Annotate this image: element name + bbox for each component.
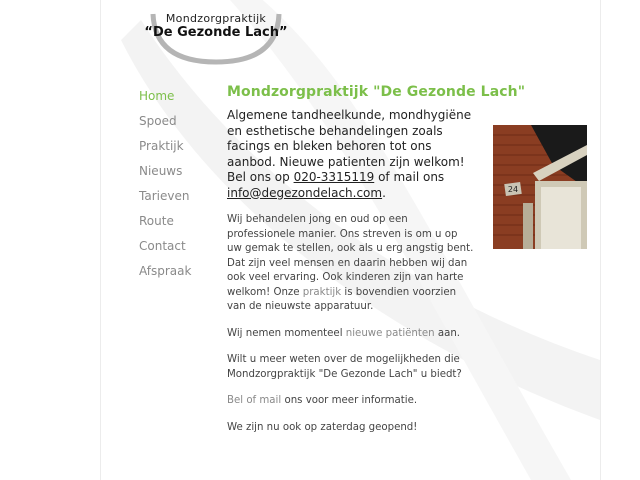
new-patients-end: aan. (434, 327, 461, 339)
paragraph-contact (227, 394, 475, 409)
praktijk-link[interactable]: praktijk (302, 286, 342, 298)
nav-item-spoed[interactable]: Spoed (139, 114, 177, 128)
logo-line-2: “De Gezonde Lach” (144, 25, 288, 40)
house-number: 24 (507, 185, 519, 194)
call-or-mail-link[interactable]: Bel of mail (227, 395, 282, 406)
nav-item-contact[interactable]: Contact (139, 239, 186, 253)
intro-end-text: . (382, 185, 386, 200)
intro-or-text: of mail ons (374, 170, 445, 184)
paragraph-treatment (227, 213, 475, 315)
paragraph-treatment-text: Wij behandelen jong en oud op een professionele manier. Ons streven is om u op uw gemak te stellen, ook als u erg angstig bent. Dat zijn veel mensen en daarin hebben wij dan ook veel ervaring. Ook kinderen zijn van harte welkom! Onze (227, 214, 474, 298)
page-container (100, 0, 601, 480)
email-link[interactable]: info@degezondelach.com (227, 185, 383, 200)
practice-photo (493, 125, 587, 249)
intro-text: Algemene tandheelkunde, mondhygiëne en esthetische behandelingen zoals facings en bleken behoren tot ons aanbod. Nieuwe patienten zijn welkom! Bel ons op (227, 108, 472, 184)
contact-end-text: ons voor meer informatie. (281, 395, 418, 406)
paragraph-more-info: Wilt u meer weten over de mogelijkheden die Mondzorgpraktijk "De Gezonde Lach" u biedt? (227, 354, 462, 380)
paragraph-new-patients (227, 327, 475, 342)
paragraph-treatment-end: is bovendien voorzien van de nieuwste apparatuur. (227, 286, 457, 312)
nav-item-praktijk[interactable]: Praktijk (139, 139, 184, 153)
main-nav (139, 86, 229, 286)
nav-item-nieuws[interactable]: Nieuws (139, 164, 183, 178)
new-patients-text: Wij nemen momenteel (227, 327, 346, 339)
site-logo[interactable] (141, 0, 291, 66)
new-patients-link[interactable]: nieuwe patiënten (345, 327, 435, 339)
paragraph-saturday: We zijn nu ook op zaterdag geopend! (227, 421, 418, 433)
nav-item-route[interactable]: Route (139, 214, 174, 228)
nav-item-home[interactable]: Home (139, 89, 175, 103)
page-title: Mondzorgpraktijk "De Gezonde Lach" (227, 84, 526, 100)
intro-paragraph (227, 108, 475, 201)
phone-link[interactable]: 020-3315119 (293, 170, 375, 184)
nav-item-tarieven[interactable]: Tarieven (139, 189, 190, 203)
nav-item-afspraak[interactable]: Afspraak (139, 264, 192, 278)
logo-line-1: Mondzorgpraktijk (165, 12, 267, 25)
